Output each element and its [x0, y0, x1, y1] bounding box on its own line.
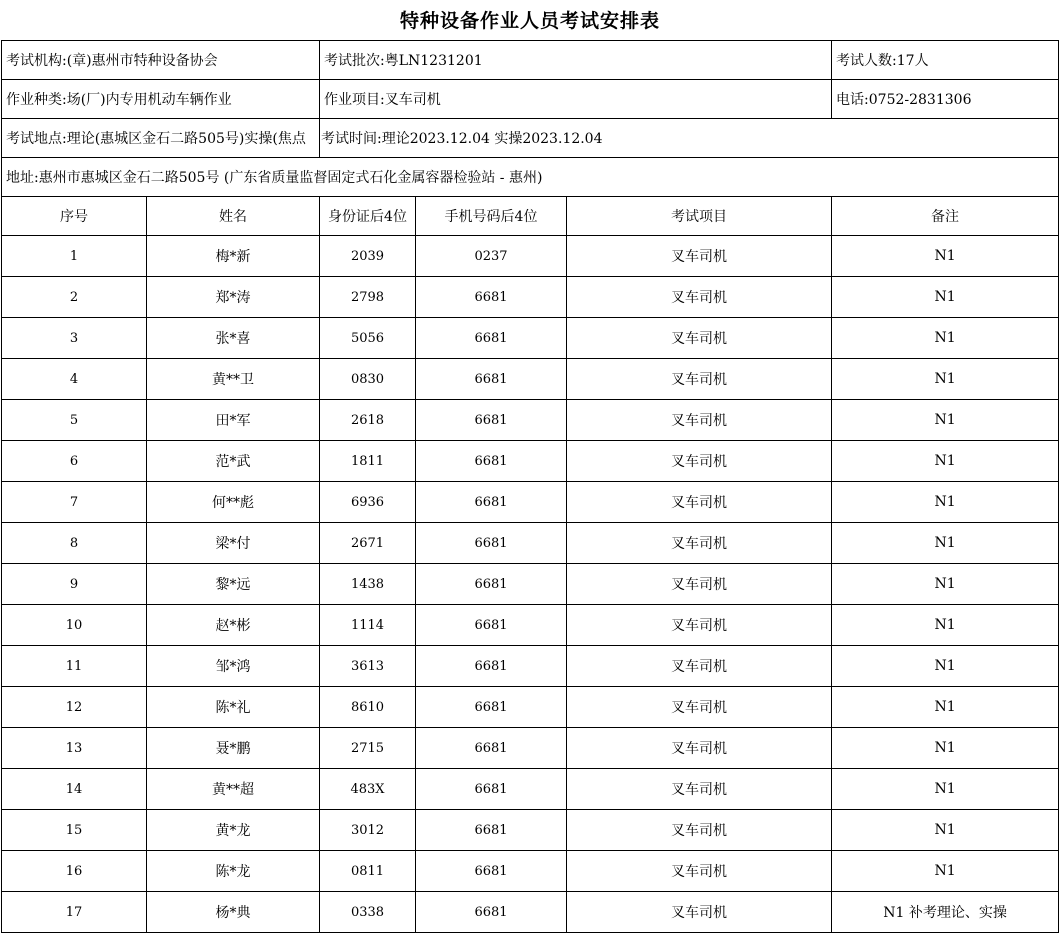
row-note: N1 — [832, 769, 1059, 810]
row-no: 1 — [2, 236, 147, 277]
row-name: 梅*新 — [147, 236, 320, 277]
row-note: N1 — [832, 236, 1059, 277]
table-body — [2, 236, 1059, 933]
row-exam-item: 叉车司机 — [567, 482, 832, 523]
col-header-item: 考试项目 — [567, 197, 832, 236]
table-row — [2, 810, 1059, 851]
table-row — [2, 400, 1059, 441]
row-id-last4: 1438 — [320, 564, 416, 605]
row-name: 赵*彬 — [147, 605, 320, 646]
row-name: 黄**超 — [147, 769, 320, 810]
row-phone-last4: 6681 — [416, 892, 567, 933]
row-no: 16 — [2, 851, 147, 892]
row-phone-last4: 6681 — [416, 605, 567, 646]
row-note: N1 — [832, 851, 1059, 892]
row-note: N1 补考理论、实操 — [832, 892, 1059, 933]
row-no: 13 — [2, 728, 147, 769]
row-phone-last4: 6681 — [416, 810, 567, 851]
table-row — [2, 687, 1059, 728]
row-id-last4: 1114 — [320, 605, 416, 646]
row-id-last4: 0830 — [320, 359, 416, 400]
row-phone-last4: 6681 — [416, 687, 567, 728]
row-id-last4: 2671 — [320, 523, 416, 564]
row-no: 2 — [2, 277, 147, 318]
row-id-last4: 2798 — [320, 277, 416, 318]
row-exam-item: 叉车司机 — [567, 236, 832, 277]
table-header — [2, 197, 1059, 236]
col-header-no: 序号 — [2, 197, 147, 236]
table-row — [2, 564, 1059, 605]
col-header-id: 身份证后4位 — [320, 197, 416, 236]
row-name: 何**彪 — [147, 482, 320, 523]
row-no: 3 — [2, 318, 147, 359]
row-phone-last4: 6681 — [416, 769, 567, 810]
row-phone-last4: 6681 — [416, 564, 567, 605]
row-note: N1 — [832, 441, 1059, 482]
row-phone-last4: 6681 — [416, 359, 567, 400]
row-note: N1 — [832, 523, 1059, 564]
info-row-4 — [2, 158, 1059, 197]
row-exam-item: 叉车司机 — [567, 277, 832, 318]
row-exam-item: 叉车司机 — [567, 810, 832, 851]
page-title: 特种设备作业人员考试安排表 — [399, 10, 660, 32]
row-id-last4: 2618 — [320, 400, 416, 441]
exam-count: 考试人数:17人 — [832, 41, 1059, 80]
table-row — [2, 605, 1059, 646]
table-row — [2, 236, 1059, 277]
row-name: 黄**卫 — [147, 359, 320, 400]
table-row — [2, 892, 1059, 933]
table-row — [2, 318, 1059, 359]
exam-batch: 考试批次:粤LN1231201 — [320, 41, 832, 80]
info-row-1 — [2, 41, 1059, 80]
row-no: 15 — [2, 810, 147, 851]
row-id-last4: 2039 — [320, 236, 416, 277]
row-exam-item: 叉车司机 — [567, 359, 832, 400]
row-exam-item: 叉车司机 — [567, 728, 832, 769]
row-no: 12 — [2, 687, 147, 728]
row-name: 黎*远 — [147, 564, 320, 605]
exam-location: 考试地点:理论(惠城区金石二路505号)实操(焦点 — [2, 119, 320, 158]
info-row-2 — [2, 80, 1059, 119]
row-id-last4: 1811 — [320, 441, 416, 482]
row-id-last4: 483X — [320, 769, 416, 810]
row-note: N1 — [832, 277, 1059, 318]
row-id-last4: 5056 — [320, 318, 416, 359]
work-item: 作业项目:叉车司机 — [320, 80, 832, 119]
row-note: N1 — [832, 728, 1059, 769]
row-name: 范*武 — [147, 441, 320, 482]
col-header-name: 姓名 — [147, 197, 320, 236]
row-exam-item: 叉车司机 — [567, 605, 832, 646]
row-note: N1 — [832, 318, 1059, 359]
row-name: 黄*龙 — [147, 810, 320, 851]
table-row — [2, 523, 1059, 564]
table-row — [2, 441, 1059, 482]
row-phone-last4: 6681 — [416, 851, 567, 892]
exam-address: 地址:惠州市惠城区金石二路505号 (广东省质量监督固定式石化金属容器检验站 - 惠州) — [2, 158, 1059, 197]
row-no: 11 — [2, 646, 147, 687]
row-name: 邹*鸿 — [147, 646, 320, 687]
row-exam-item: 叉车司机 — [567, 892, 832, 933]
work-category: 作业种类:场(厂)内专用机动车辆作业 — [2, 80, 320, 119]
table-row — [2, 851, 1059, 892]
row-note: N1 — [832, 400, 1059, 441]
table-row — [2, 728, 1059, 769]
table-row — [2, 277, 1059, 318]
contact-phone: 电话:0752-2831306 — [832, 80, 1059, 119]
row-name: 陈*龙 — [147, 851, 320, 892]
exam-time: 考试时间:理论2023.12.04 实操2023.12.04 — [320, 119, 1059, 158]
row-exam-item: 叉车司机 — [567, 564, 832, 605]
row-exam-item: 叉车司机 — [567, 687, 832, 728]
row-phone-last4: 6681 — [416, 523, 567, 564]
row-exam-item: 叉车司机 — [567, 523, 832, 564]
row-phone-last4: 6681 — [416, 441, 567, 482]
row-phone-last4: 6681 — [416, 482, 567, 523]
row-exam-item: 叉车司机 — [567, 851, 832, 892]
row-name: 聂*鹏 — [147, 728, 320, 769]
row-id-last4: 3012 — [320, 810, 416, 851]
row-exam-item: 叉车司机 — [567, 646, 832, 687]
row-no: 8 — [2, 523, 147, 564]
row-note: N1 — [832, 605, 1059, 646]
row-no: 10 — [2, 605, 147, 646]
row-no: 17 — [2, 892, 147, 933]
row-no: 7 — [2, 482, 147, 523]
table-row — [2, 482, 1059, 523]
table-row — [2, 359, 1059, 400]
row-note: N1 — [832, 359, 1059, 400]
exam-org: 考试机构:(章)惠州市特种设备协会 — [2, 41, 320, 80]
table-row — [2, 769, 1059, 810]
row-exam-item: 叉车司机 — [567, 400, 832, 441]
row-phone-last4: 0237 — [416, 236, 567, 277]
row-no: 9 — [2, 564, 147, 605]
row-phone-last4: 6681 — [416, 277, 567, 318]
row-id-last4: 2715 — [320, 728, 416, 769]
row-phone-last4: 6681 — [416, 728, 567, 769]
row-id-last4: 0338 — [320, 892, 416, 933]
row-note: N1 — [832, 482, 1059, 523]
row-phone-last4: 6681 — [416, 646, 567, 687]
row-name: 田*军 — [147, 400, 320, 441]
row-phone-last4: 6681 — [416, 318, 567, 359]
row-name: 梁*付 — [147, 523, 320, 564]
row-name: 郑*涛 — [147, 277, 320, 318]
table-row — [2, 646, 1059, 687]
row-no: 4 — [2, 359, 147, 400]
row-id-last4: 0811 — [320, 851, 416, 892]
row-name: 杨*典 — [147, 892, 320, 933]
exam-schedule-table — [1, 40, 1059, 933]
col-header-phone: 手机号码后4位 — [416, 197, 567, 236]
row-name: 张*喜 — [147, 318, 320, 359]
col-header-note: 备注 — [832, 197, 1059, 236]
row-id-last4: 8610 — [320, 687, 416, 728]
row-id-last4: 3613 — [320, 646, 416, 687]
row-exam-item: 叉车司机 — [567, 769, 832, 810]
row-note: N1 — [832, 687, 1059, 728]
row-exam-item: 叉车司机 — [567, 441, 832, 482]
row-note: N1 — [832, 646, 1059, 687]
row-exam-item: 叉车司机 — [567, 318, 832, 359]
row-no: 14 — [2, 769, 147, 810]
row-name: 陈*礼 — [147, 687, 320, 728]
row-no: 6 — [2, 441, 147, 482]
row-id-last4: 6936 — [320, 482, 416, 523]
row-note: N1 — [832, 564, 1059, 605]
info-row-3 — [2, 119, 1059, 158]
row-note: N1 — [832, 810, 1059, 851]
row-no: 5 — [2, 400, 147, 441]
row-phone-last4: 6681 — [416, 400, 567, 441]
